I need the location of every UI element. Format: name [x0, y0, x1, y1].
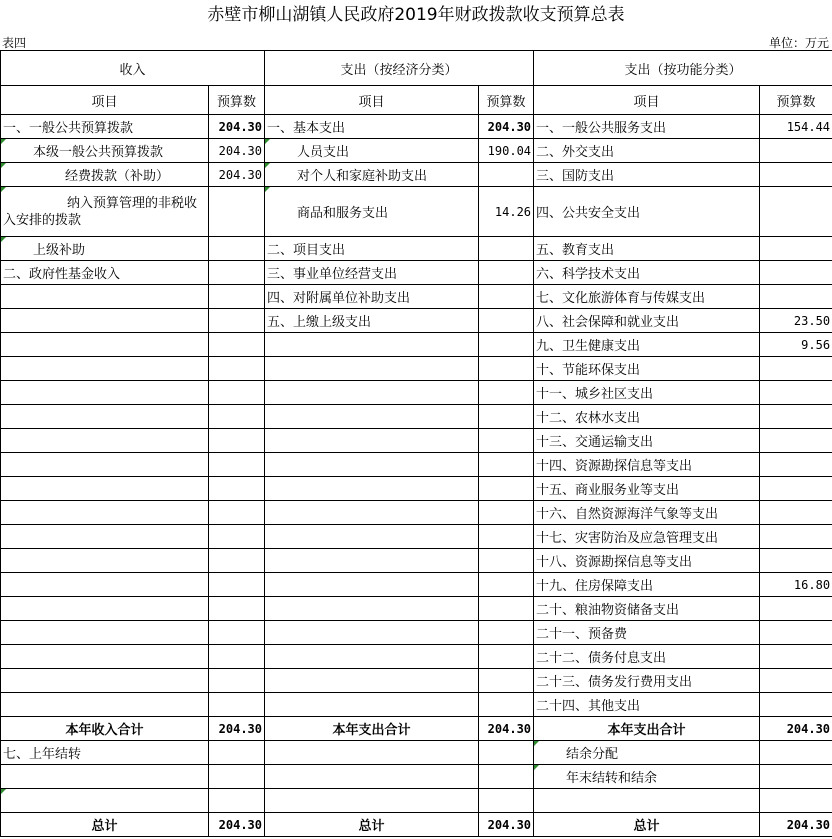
func-budget-cell: [760, 693, 832, 717]
func-budget-cell: 154.44: [760, 115, 832, 139]
income-budget-cell: [209, 381, 265, 405]
econ-budget-cell: [479, 573, 534, 597]
func-item-cell: 三、国防支出: [534, 163, 760, 187]
income-budget-cell: [209, 789, 265, 813]
income-item-cell: [1, 405, 209, 429]
income-budget-cell: [209, 525, 265, 549]
econ-item-cell: [265, 501, 479, 525]
func-item-cell: 十九、住房保障支出: [534, 573, 760, 597]
income-budget-cell: [209, 597, 265, 621]
econ-item-cell: [265, 669, 479, 693]
func-budget-cell: [760, 381, 832, 405]
func-budget-cell: 23.50: [760, 309, 832, 333]
econ-item-cell: [265, 549, 479, 573]
econ-budget-cell: [479, 405, 534, 429]
income-item-cell: [1, 765, 209, 789]
income-budget-cell: 204.30: [209, 163, 265, 187]
econ-item-cell: [265, 741, 479, 765]
econ-item-cell: [265, 693, 479, 717]
table-row: [1, 645, 832, 669]
func-grand-total-value: 204.30: [760, 813, 832, 837]
func-item-cell: 七、文化旅游体育与传媒支出: [534, 285, 760, 309]
table-row: [1, 597, 832, 621]
func-budget-cell: [760, 261, 832, 285]
econ-item-cell: 商品和服务支出: [265, 187, 479, 237]
income-item-cell: [1, 333, 209, 357]
income-item-cell: 上级补助: [1, 237, 209, 261]
table-row: [1, 357, 832, 381]
econ-budget-cell: [479, 429, 534, 453]
income-item-cell: [1, 573, 209, 597]
budget-table: [0, 50, 832, 837]
func-budget-cell: [760, 525, 832, 549]
table-row: [1, 237, 832, 261]
table-row: [1, 621, 832, 645]
func-item-cell: 十一、城乡社区支出: [534, 381, 760, 405]
table-row: [1, 789, 832, 813]
econ-budget-cell: [479, 309, 534, 333]
income-grand-total-label: 总计: [1, 813, 209, 837]
func-item-cell: 八、社会保障和就业支出: [534, 309, 760, 333]
func-item-cell: 十八、资源勘探信息等支出: [534, 549, 760, 573]
econ-item-cell: [265, 525, 479, 549]
table-row: [1, 693, 832, 717]
income-budget-cell: [209, 187, 265, 237]
econ-item-cell: 人员支出: [265, 139, 479, 163]
income-item-cell: [1, 357, 209, 381]
income-budget-cell: [209, 261, 265, 285]
econ-budget-cell: [479, 285, 534, 309]
func-total-label: 本年支出合计: [534, 717, 760, 741]
income-budget-cell: [209, 477, 265, 501]
func-item-cell: 四、公共安全支出: [534, 187, 760, 237]
econ-budget-cell: [479, 549, 534, 573]
func-item-cell: 十三、交通运输支出: [534, 429, 760, 453]
func-item-cell: 五、教育支出: [534, 237, 760, 261]
income-budget-cell: [209, 405, 265, 429]
econ-item-cell: [265, 357, 479, 381]
income-item-cell: [1, 669, 209, 693]
income-budget-cell: [209, 309, 265, 333]
income-budget-cell: [209, 501, 265, 525]
income-budget-cell: [209, 645, 265, 669]
econ-item-cell: [265, 597, 479, 621]
income-budget-cell: 204.30: [209, 115, 265, 139]
income-item-cell: [1, 525, 209, 549]
func-budget-cell: [760, 621, 832, 645]
func-item-cell: 二、外交支出: [534, 139, 760, 163]
income-budget-cell: [209, 573, 265, 597]
func-budget-cell: [760, 285, 832, 309]
income-budget-cell: 204.30: [209, 139, 265, 163]
econ-budget-cell: [479, 789, 534, 813]
table-row: [1, 381, 832, 405]
func-item-cell: 六、科学技术支出: [534, 261, 760, 285]
income-item-cell: 纳入预算管理的非税收入安排的拨款: [1, 187, 209, 237]
income-budget-cell: [209, 453, 265, 477]
econ-budget-cell: [479, 621, 534, 645]
func-budget-cell: [760, 453, 832, 477]
econ-item-cell: [265, 405, 479, 429]
econ-item-cell: 三、事业单位经营支出: [265, 261, 479, 285]
table-row: [1, 309, 832, 333]
func-item-cell: 年末结转和结余: [534, 765, 760, 789]
func-item-cell: [534, 789, 760, 813]
func-budget-header: 预算数: [760, 86, 832, 115]
income-item-cell: [1, 501, 209, 525]
func-budget-cell: 16.80: [760, 573, 832, 597]
econ-budget-cell: [479, 501, 534, 525]
econ-item-cell: 对个人和家庭补助支出: [265, 163, 479, 187]
func-item-cell: 二十、粮油物资储备支出: [534, 597, 760, 621]
func-budget-cell: [760, 357, 832, 381]
func-item-cell: 十五、商业服务业等支出: [534, 477, 760, 501]
income-budget-cell: [209, 549, 265, 573]
econ-item-cell: [265, 381, 479, 405]
func-item-cell: 二十二、债务付息支出: [534, 645, 760, 669]
income-item-header: 项目: [1, 86, 209, 115]
func-budget-cell: [760, 501, 832, 525]
econ-budget-cell: 14.26: [479, 187, 534, 237]
table-row: [1, 669, 832, 693]
income-budget-cell: [209, 237, 265, 261]
econ-budget-cell: [479, 645, 534, 669]
func-budget-cell: [760, 139, 832, 163]
econ-budget-cell: [479, 477, 534, 501]
econ-total-label: 本年支出合计: [265, 717, 479, 741]
func-budget-cell: [760, 237, 832, 261]
econ-budget-cell: [479, 525, 534, 549]
func-item-cell: 十四、资源勘探信息等支出: [534, 453, 760, 477]
table-row: [1, 477, 832, 501]
income-budget-cell: [209, 693, 265, 717]
income-item-cell: [1, 309, 209, 333]
func-grand-total-label: 总计: [534, 813, 760, 837]
table-row: [1, 429, 832, 453]
unit-label: 单位：万元: [768, 36, 829, 50]
func-budget-cell: [760, 405, 832, 429]
grand-total-row: [1, 813, 832, 837]
income-budget-cell: [209, 741, 265, 765]
table-row: [1, 501, 832, 525]
income-item-cell: [1, 477, 209, 501]
econ-budget-cell: [479, 597, 534, 621]
econ-grand-total-label: 总计: [265, 813, 479, 837]
func-item-cell: 十七、灾害防治及应急管理支出: [534, 525, 760, 549]
econ-item-cell: [265, 453, 479, 477]
func-budget-cell: [760, 669, 832, 693]
income-item-cell: [1, 381, 209, 405]
econ-budget-cell: 204.30: [479, 115, 534, 139]
table-row: [1, 573, 832, 597]
income-item-cell: 二、政府性基金收入: [1, 261, 209, 285]
econ-budget-cell: [479, 693, 534, 717]
econ-budget-cell: [479, 357, 534, 381]
income-item-cell: [1, 549, 209, 573]
econ-budget-cell: [479, 381, 534, 405]
econ-item-cell: [265, 621, 479, 645]
econ-budget-cell: [479, 453, 534, 477]
func-item-cell: 二十三、债务发行费用支出: [534, 669, 760, 693]
econ-item-cell: [265, 645, 479, 669]
econ-item-header: 项目: [265, 86, 479, 115]
table-row: [1, 187, 832, 237]
budget-table-body: [1, 51, 832, 837]
econ-item-cell: [265, 765, 479, 789]
func-budget-cell: [760, 187, 832, 237]
func-budget-cell: 9.56: [760, 333, 832, 357]
econ-budget-cell: [479, 261, 534, 285]
econ-item-cell: [265, 477, 479, 501]
table-row: [1, 285, 832, 309]
econ-item-cell: 四、对附属单位补助支出: [265, 285, 479, 309]
income-budget-header: 预算数: [209, 86, 265, 115]
page-title: 赤壁市柳山湖镇人民政府2019年财政拨款收支预算总表: [207, 5, 625, 25]
func-item-header: 项目: [534, 86, 760, 115]
func-budget-cell: [760, 645, 832, 669]
income-budget-cell: [209, 285, 265, 309]
econ-budget-cell: [479, 237, 534, 261]
econ-item-cell: [265, 573, 479, 597]
income-item-cell: [1, 285, 209, 309]
func-budget-cell: [760, 597, 832, 621]
income-item-cell: [1, 621, 209, 645]
table-row: [1, 405, 832, 429]
totals-row: [1, 717, 832, 741]
income-total-label: 本年收入合计: [1, 717, 209, 741]
func-item-cell: 十、节能环保支出: [534, 357, 760, 381]
func-budget-cell: [760, 477, 832, 501]
econ-item-cell: [265, 789, 479, 813]
econ-item-cell: [265, 333, 479, 357]
income-item-cell: [1, 429, 209, 453]
income-item-cell: 本级一般公共预算拨款: [1, 139, 209, 163]
func-item-cell: 结余分配: [534, 741, 760, 765]
income-budget-cell: [209, 765, 265, 789]
table-row: [1, 549, 832, 573]
func-budget-cell: [760, 163, 832, 187]
table-row: [1, 741, 832, 765]
func-item-cell: 二十四、其他支出: [534, 693, 760, 717]
econ-budget-cell: 190.04: [479, 139, 534, 163]
econ-budget-cell: [479, 741, 534, 765]
income-item-cell: 七、上年结转: [1, 741, 209, 765]
table-row: [1, 115, 832, 139]
table-number: 表四: [2, 36, 27, 50]
income-total-value: 204.30: [209, 717, 265, 741]
income-item-cell: [1, 453, 209, 477]
econ-item-cell: 一、基本支出: [265, 115, 479, 139]
table-row: [1, 765, 832, 789]
func-budget-cell: [760, 765, 832, 789]
func-item-cell: 九、卫生健康支出: [534, 333, 760, 357]
income-budget-cell: [209, 621, 265, 645]
func-budget-cell: [760, 549, 832, 573]
econ-item-cell: 五、上缴上级支出: [265, 309, 479, 333]
econ-total-value: 204.30: [479, 717, 534, 741]
func-item-cell: 十六、自然资源海洋气象等支出: [534, 501, 760, 525]
econ-budget-header: 预算数: [479, 86, 534, 115]
func-item-cell: 一、一般公共服务支出: [534, 115, 760, 139]
func-item-cell: 十二、农林水支出: [534, 405, 760, 429]
func-budget-cell: [760, 741, 832, 765]
income-budget-cell: [209, 357, 265, 381]
income-budget-cell: [209, 333, 265, 357]
income-item-cell: 经费拨款（补助）: [1, 163, 209, 187]
income-item-cell: [1, 597, 209, 621]
func-item-cell: 二十一、预备费: [534, 621, 760, 645]
func-budget-cell: [760, 429, 832, 453]
func-budget-cell: [760, 789, 832, 813]
econ-budget-cell: [479, 333, 534, 357]
table-row: [1, 261, 832, 285]
econ-grand-total-value: 204.30: [479, 813, 534, 837]
income-header: 收入: [1, 51, 265, 86]
income-item-cell: [1, 789, 209, 813]
econ-budget-cell: [479, 163, 534, 187]
econ-budget-cell: [479, 765, 534, 789]
expenditure-functional-header: 支出（按功能分类）: [534, 51, 832, 86]
income-budget-cell: [209, 669, 265, 693]
table-row: [1, 525, 832, 549]
econ-item-cell: [265, 429, 479, 453]
income-item-cell: [1, 693, 209, 717]
income-grand-total-value: 204.30: [209, 813, 265, 837]
table-row: [1, 139, 832, 163]
income-item-cell: 一、一般公共预算拨款: [1, 115, 209, 139]
table-row: [1, 453, 832, 477]
econ-item-cell: 二、项目支出: [265, 237, 479, 261]
expenditure-economic-header: 支出（按经济分类）: [265, 51, 534, 86]
income-item-cell: [1, 645, 209, 669]
table-row: [1, 333, 832, 357]
func-total-value: 204.30: [760, 717, 832, 741]
table-row: [1, 163, 832, 187]
econ-budget-cell: [479, 669, 534, 693]
income-budget-cell: [209, 429, 265, 453]
